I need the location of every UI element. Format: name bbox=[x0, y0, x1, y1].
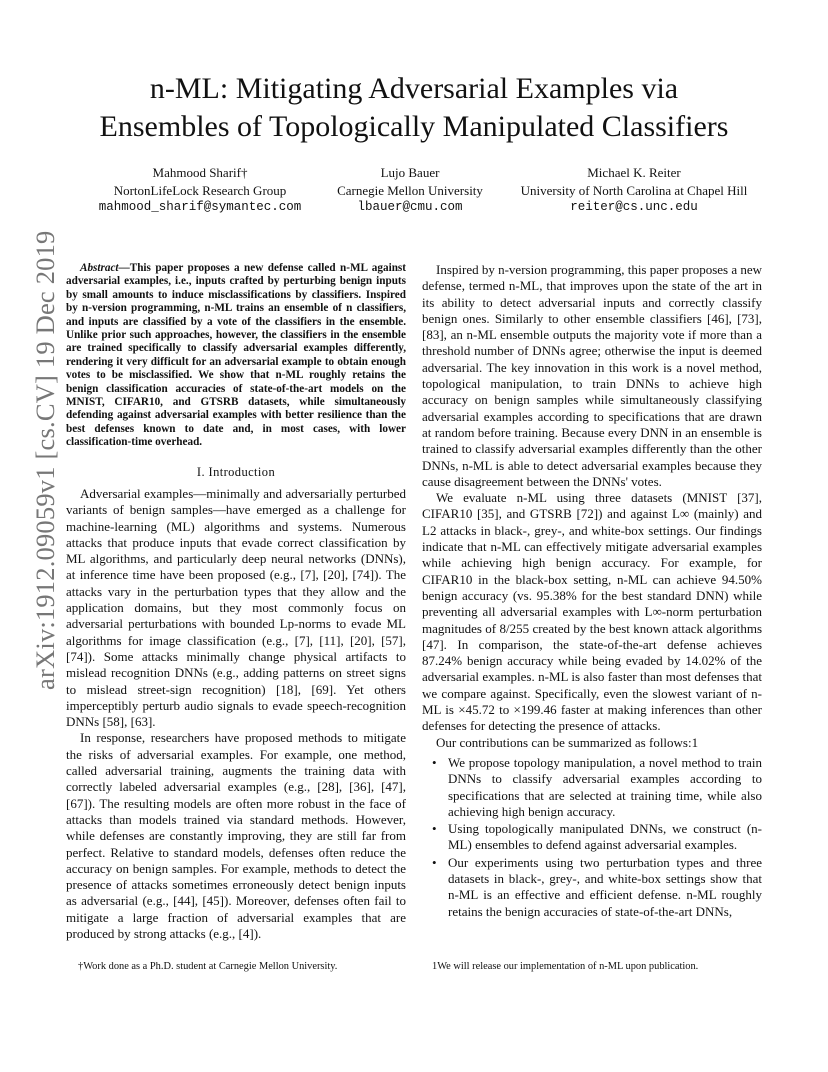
abstract-lead: Abstract bbox=[80, 262, 119, 274]
contributions-list bbox=[422, 755, 762, 920]
paragraph: Our contributions can be summarized as follows:1 bbox=[436, 734, 699, 750]
section-heading-introduction: I. Introduction bbox=[196, 464, 276, 479]
author-block bbox=[70, 164, 758, 216]
arxiv-identifier: arXiv:1912.09059v1 [cs.CV] 19 Dec 2019 bbox=[30, 230, 60, 690]
author-name: Mahmood Sharif† bbox=[152, 165, 248, 180]
author-email: mahmood_sharif@symantec.com bbox=[98, 200, 302, 214]
paragraph: Inspired by n-version programming, this paper proposes a new defense, termed n-ML, that improves upon the state of the art in its ability to detect adversarial inputs and correctly classify benign ones. Similarly to other ensemble classifiers [46], [73], [83], an n-ML ensemble outputs the majority vote if more than a threshold number of DNNs agree; otherwise the input is deemed adversarial. The key innovation in this work is a novel method, topological manipulation, to train DNNs to achieve high accuracy on benign samples while simultaneously classifying adversarial examples according to specifications that are drawn at random before training. Because every DNN in an ensemble is trained to classify adversarial examples differently than the other DNNs, n-ML is able to detect adversarial examples because they cause disagreement between the DNNs' votes. bbox=[422, 262, 763, 489]
right-column bbox=[422, 262, 762, 921]
author-email: lbauer@cmu.com bbox=[357, 200, 463, 214]
footnote-right: 1We will release our implementation of n-ML upon publication. bbox=[432, 961, 699, 972]
paragraph: In response, researchers have proposed methods to mitigate the risks of adversarial examples. For example, one method, called adversarial training, augments the training data with correctly labeled adversarial examples (e.g., [28], [36], [47], [67]). The resulting models are often more robust in the face of attacks than models trained via standard methods. However, while defenses are constantly improving, they are still far from perfect. Relative to standard models, defenses often reduce the accuracy on benign samples. For example, methods to detect the presence of attacks sometimes erroneously detect benign inputs as adversarial (e.g., [44], [45]). Moreover, defenses often fail to mitigate a large fraction of adversarial examples that are produced by strong attacks (e.g., [4]). bbox=[66, 730, 406, 941]
title-line-2: Ensembles of Topologically Manipulated Classifiers bbox=[99, 110, 729, 143]
author-name: Lujo Bauer bbox=[380, 165, 440, 180]
abstract-text: —This paper proposes a new defense called n-ML against adversarial examples, i.e., inputs crafted by perturbing benign inputs by small amounts to induce misclassifications by classifiers. Inspired by n-version programming, n-ML trains an ensemble of n classifiers, and inputs are classified by a vote of the classifiers in the ensemble. Unlike prior such approaches, however, the classifiers in the ensemble are trained specifically to classify adversarial examples differently, rendering it very difficult for an adversarial example to obtain enough votes to be misclassified. We show that n-ML roughly retains the benign classification accuracies of state-of-the-art models on the MNIST, CIFAR10, and GTSRB datasets, while simultaneously defending against adversarial examples with better resilience than the best defenses known to date and, in most cases, with lower classification-time overhead. bbox=[66, 262, 406, 449]
paragraph: We evaluate n-ML using three datasets (MNIST [37], CIFAR10 [35], and GTSRB [72]) and against L∞ (mainly) and L2 attacks in black-, grey-, and white-box settings. Our findings indicate that n-ML can effectively mitigate adversarial examples while achieving high benign accuracy. For example, for CIFAR10 in the black-box setting, n-ML can achieve 94.50% benign accuracy (vs. 95.38% for the best standard DNN) while preventing all adversarial examples with L∞-norm perturbation magnitudes of 8/255 created by the best known attack algorithms [47]. In comparison, the state-of-the-art defense achieves 87.24% benign accuracy while being evaded by 14.02% of the adversarial examples. n-ML is also faster than most defenses that we compare against. Specifically, even the slowest variant of n-ML is ×45.72 to ×199.46 faster at making inferences than other defenses for detecting the presence of attacks. bbox=[422, 490, 762, 734]
title-line-1: n-ML: Mitigating Adversarial Examples via bbox=[149, 72, 679, 105]
left-column bbox=[66, 262, 406, 942]
list-item: • We propose topology manipulation, a novel method to train DNNs to classify adversarial examples according to specifications that are selected at training time, while also achieving high benign accuracy. bbox=[448, 755, 762, 820]
list-item: • Our experiments using two perturbation types and three datasets in black-, grey-, and white-box settings show that n-ML is an effective and efficient defense. n-ML roughly retains the benign accuracies of state-of-the-art DNNs, bbox=[448, 855, 762, 920]
abstract bbox=[66, 262, 406, 450]
list-item: • Using topologically manipulated DNNs, we construct (n-ML) ensembles to defend against adversarial examples. bbox=[448, 821, 762, 854]
author-affiliation: University of North Carolina at Chapel Hill bbox=[520, 182, 748, 198]
author-affiliation: Carnegie Mellon University bbox=[337, 182, 483, 198]
author-name: Michael K. Reiter bbox=[587, 165, 681, 180]
author-2 bbox=[320, 164, 500, 217]
author-3 bbox=[504, 164, 764, 217]
paragraph: Adversarial examples—minimally and adversarially perturbed variants of benign samples—have emerged as a challenge for machine-learning (ML) algorithms and systems. Numerous attacks that produce inputs that evade correct classification by ML algorithms, and particularly deep neural networks (DNNs), at inference time have been proposed (e.g., [7], [20], [74]). The attacks vary in the perturbation types that they allow and the application domains, but they most commonly focus on adversarial perturbations with bounded Lp-norms to evade ML algorithms for image classification (e.g., [7], [11], [20], [57], [74]). Some attacks minimally change physical artifacts to mislead recognition DNNs (e.g., adding patterns on street signs to mislead street-sign recognition) [18], [69]. Yet others imperceptibly perturb audio signals to evade speech-recognition DNNs [58], [63]. bbox=[66, 485, 406, 730]
paper-title bbox=[40, 70, 788, 146]
footnote-left: †Work done as a Ph.D. student at Carnegie Mellon University. bbox=[78, 961, 338, 972]
author-email: reiter@cs.unc.edu bbox=[570, 200, 698, 214]
author-1 bbox=[90, 164, 310, 217]
author-affiliation: NortonLifeLock Research Group bbox=[113, 182, 287, 198]
